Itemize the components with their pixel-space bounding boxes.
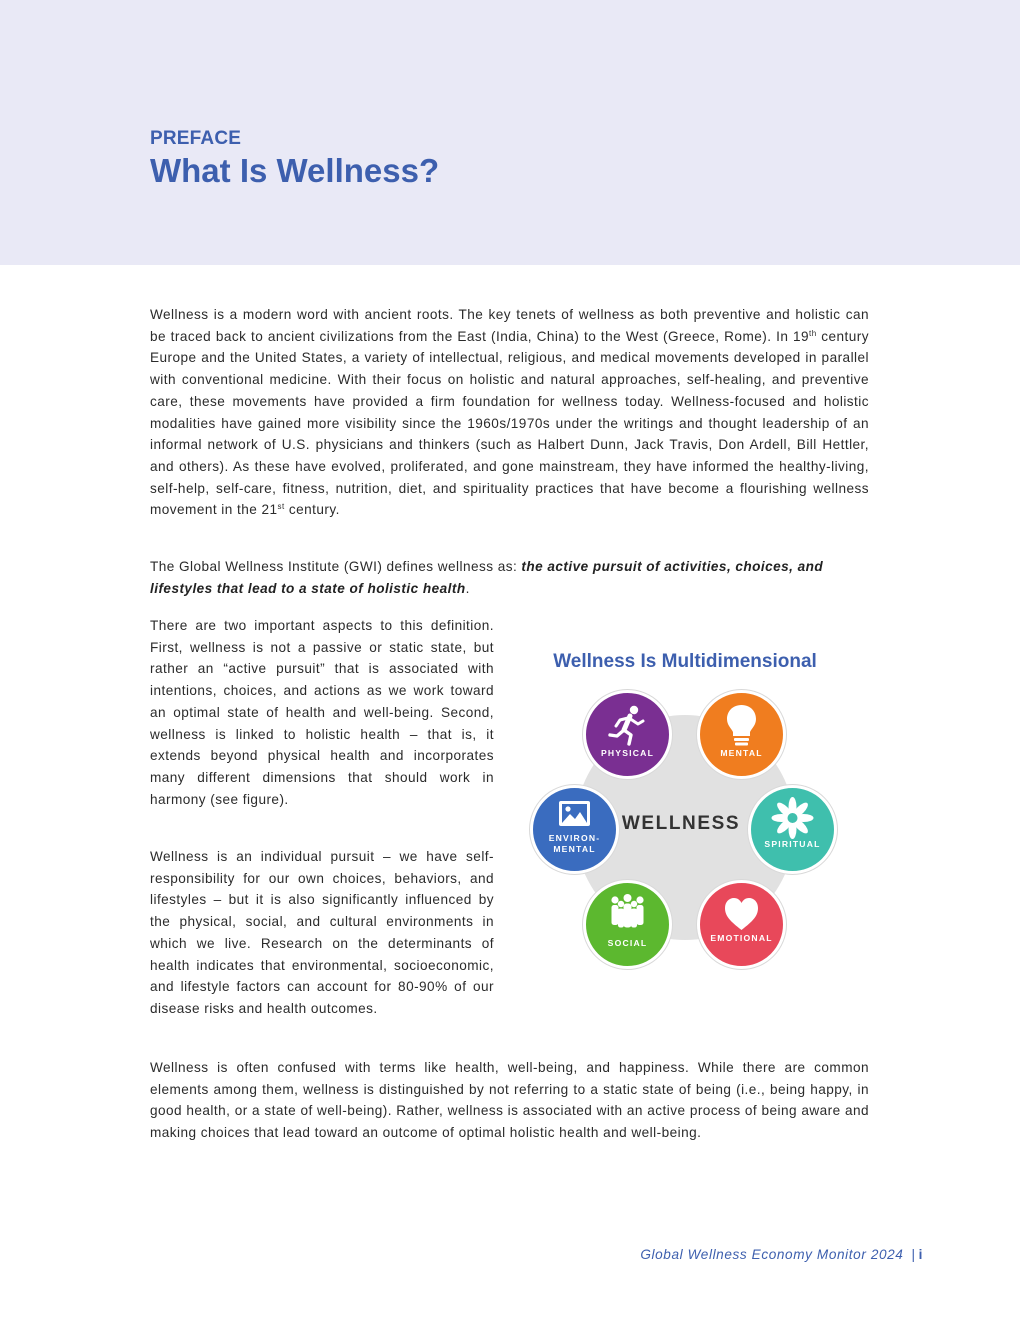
footer-separator: |: [911, 1247, 916, 1262]
wellness-hub-label: WELLNESS: [621, 813, 741, 834]
figure-title: Wellness Is Multidimensional: [553, 651, 817, 672]
dimension-emotional: [697, 880, 786, 969]
publication-title: Global Wellness Economy Monitor 2024: [640, 1247, 904, 1262]
page-footer: [640, 1247, 923, 1262]
running-person-icon: [586, 693, 669, 776]
dimension-environmental: [530, 785, 619, 874]
landscape-picture-icon: [533, 788, 616, 871]
people-group-icon: [586, 883, 669, 966]
dimension-spiritual: [748, 785, 837, 874]
section-eyebrow: PREFACE: [150, 128, 242, 149]
page-title: What Is Wellness?: [150, 152, 440, 189]
wellness-dimensions-figure: [520, 645, 850, 975]
dimension-emotional-label: EMOTIONAL: [710, 933, 773, 943]
dimension-spiritual-label: SPIRITUAL: [764, 839, 821, 849]
dimension-social-label: SOCIAL: [607, 938, 648, 948]
dimension-mental-label: MENTAL: [720, 748, 763, 758]
dimension-physical: [583, 690, 672, 779]
dimension-mental: [697, 690, 786, 779]
intro-paragraph: Wellness is a modern word with ancient roots. The key tenets of wellness as both preventive and holistic can be traced back to ancient civilizations from the East (India, China) to the West (Greece, Rome). In 19th century Europe and the United States, a variety of intellectual, religious, and medical movements developed in parallel with conventional medicine. With their focus on holistic and natural approaches, self-healing, and preventive care, these movements have provided a firm foundation for wellness today. Wellness-focused and holistic modalities have gained more visibility since the 1960s/1970s under the writings and thought leadership of an informal network of U.S. physicians and thinkers (such as Halbert Dunn, Jack Travis, Don Ardell, Bill Hettler, and others). As these have evolved, proliferated, and gone mainstream, they have informed the healthy-living, self-help, self-care, fitness, nutrition, diet, and spirituality practices that have become a flourishing wellness movement in the 21st century.: [150, 307, 869, 518]
aspects-paragraph: There are two important aspects to this definition. First, wellness is not a passive or static state, but rather an “active pursuit” that is associated with intentions, choices, and actions as we work toward an optimal state of health and well-being. Second, wellness is linked to holistic health – that is, it extends beyond physical health and incorporates many different dimensions that should work in harmony (see figure).: [150, 618, 494, 807]
dimension-physical-label: PHYSICAL: [600, 748, 655, 758]
definition-emphasis: the active pursuit of activities, choices, and lifestyles that lead to a state of holistic health: [150, 559, 824, 596]
heart-icon: [700, 883, 783, 966]
lightbulb-icon: [700, 693, 783, 776]
page-number: i: [918, 1247, 923, 1262]
header-band: [0, 0, 1020, 265]
dimension-social: [583, 880, 672, 969]
individual-pursuit-paragraph: Wellness is an individual pursuit – we have self-responsibility for our own choices, behaviors, and lifestyles – but it is also significantly influenced by the physical, social, and cultural environments in which we live. Research on the determinants of health indicates that environmental, socioeconomic, and lifestyle factors can account for 80-90% of our disease risks and health outcomes.: [150, 849, 494, 1016]
confusion-paragraph: Wellness is often confused with terms like health, well-being, and happiness. While there are common elements among them, wellness is distinguished by not referring to a static state of being (i.e., being happy, in good health, or a state of well-being). Rather, wellness is associated with an active process of being aware and making choices that lead toward an outcome of optimal holistic health and well-being.: [150, 1060, 869, 1141]
definition-paragraph: The Global Wellness Institute (GWI) defines wellness as: the active pursuit of activities, choices, and lifestyles that lead to a state of holistic health.: [150, 559, 824, 596]
dimension-environmental-label: ENVIRON- MENTAL: [548, 833, 601, 854]
lotus-flower-icon: [751, 788, 834, 871]
